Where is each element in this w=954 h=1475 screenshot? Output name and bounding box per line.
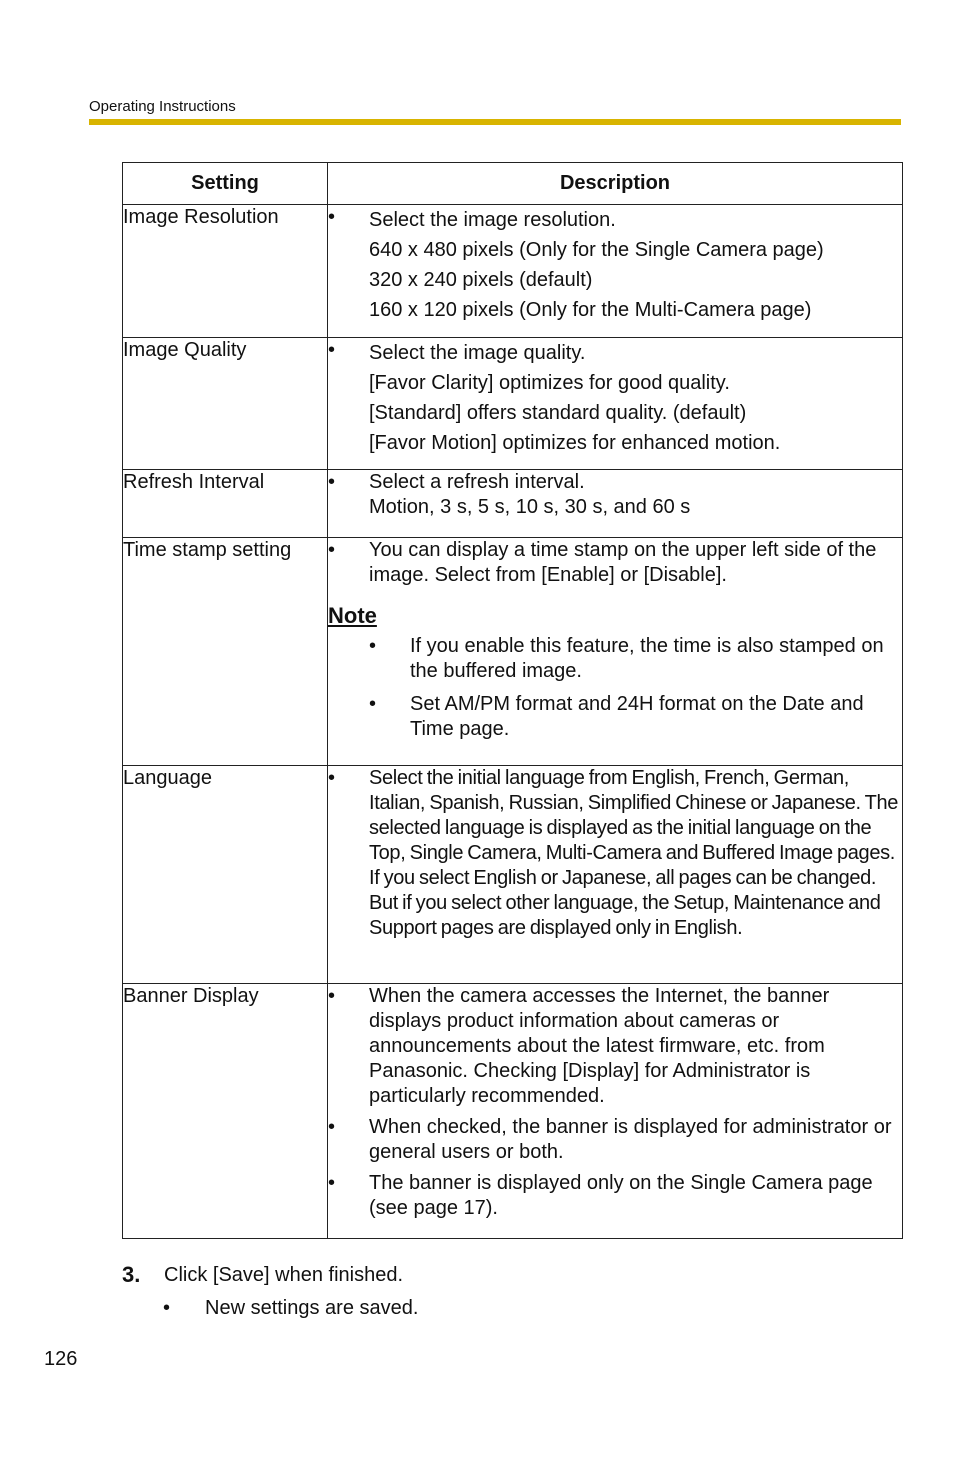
option-line: 160 x 120 pixels (Only for the Multi-Camera page) — [369, 299, 812, 321]
column-header-setting: Setting — [123, 163, 328, 205]
note-heading: Note — [328, 603, 377, 628]
bullet-item — [328, 470, 902, 520]
bullet-mark: • — [328, 339, 336, 361]
description-text: The banner is displayed only on the Single Camera page (see page 17). — [369, 1172, 873, 1219]
bullet-mark: • — [328, 206, 336, 228]
bullet-mark: • — [328, 539, 336, 561]
note-item — [369, 634, 902, 684]
running-header: Operating Instructions — [89, 98, 236, 115]
note-list — [328, 634, 902, 742]
option-line: 320 x 240 pixels (default) — [369, 269, 593, 291]
step-result-text: New settings are saved. — [205, 1297, 419, 1319]
setting-description — [328, 338, 903, 470]
setting-description — [328, 205, 903, 338]
bullet-mark: • — [328, 471, 336, 493]
option-line: 640 x 480 pixels (Only for the Single Camera page) — [369, 239, 824, 261]
option-line: Motion, 3 s, 5 s, 10 s, 30 s, and 60 s — [369, 496, 691, 518]
bullet-item — [328, 1171, 902, 1221]
step-text: Click [Save] when finished. — [164, 1264, 404, 1286]
settings-table — [122, 162, 903, 1239]
note-text: If you enable this feature, the time is also stamped on the buffered image. — [410, 635, 884, 682]
bullet-mark: • — [328, 985, 336, 1007]
note-text: Set AM/PM format and 24H format on the Date and Time page. — [410, 693, 864, 740]
table-row — [123, 984, 903, 1239]
setting-name: Time stamp setting — [123, 538, 328, 766]
setting-description — [328, 984, 903, 1239]
setting-name: Banner Display — [123, 984, 328, 1239]
step-3 — [122, 1260, 403, 1290]
option-line: [Standard] offers standard quality. (default) — [369, 402, 747, 424]
setting-description — [328, 766, 903, 984]
bullet-mark: • — [163, 1297, 171, 1319]
setting-description — [328, 470, 903, 538]
description-intro: Select the image resolution. — [369, 209, 616, 231]
bullet-mark: • — [328, 1116, 336, 1138]
bullet-item — [328, 538, 902, 588]
step-number: 3. — [122, 1262, 141, 1287]
bullet-mark: • — [328, 767, 336, 789]
table-row — [123, 766, 903, 984]
option-line: [Favor Clarity] optimizes for good quality. — [369, 372, 730, 394]
column-header-description: Description — [328, 163, 903, 205]
description-intro: Select a refresh interval. — [369, 471, 585, 493]
bullet-item — [328, 338, 902, 458]
bullet-mark: • — [369, 635, 377, 657]
bullet-mark: • — [369, 693, 377, 715]
bullet-mark: • — [328, 1172, 336, 1194]
bullet-item — [328, 205, 902, 325]
description-text: When checked, the banner is displayed for administrator or general users or both. — [369, 1116, 892, 1163]
table-row — [123, 470, 903, 538]
setting-name: Language — [123, 766, 328, 984]
page-number: 126 — [44, 1348, 78, 1370]
setting-name: Image Resolution — [123, 205, 328, 338]
setting-name: Refresh Interval — [123, 470, 328, 538]
description-text: When the camera accesses the Internet, the banner displays product information about cameras or announcements about the latest firmware, etc. from Panasonic. Checking [Display] for Administrator is particularly recommended. — [369, 985, 830, 1107]
option-line: [Favor Motion] optimizes for enhanced motion. — [369, 432, 781, 454]
table-header-row — [123, 163, 903, 205]
table-row — [123, 538, 903, 766]
bullet-item — [328, 766, 902, 941]
header-rule — [89, 119, 901, 125]
table-row — [123, 205, 903, 338]
bullet-item — [328, 984, 902, 1109]
setting-description — [328, 538, 903, 766]
description-text: Select the initial language from English, French, German, Italian, Spanish, Russian, Simplified Chinese or Japanese. The selected language is displayed as the initial language on the Top, Single Camera, Multi-Camera and Buffered Image pages. If you select English or Japanese, all pages can be changed. But if you select other language, the Setup, Maintenance and Support pages are displayed only in English. — [369, 767, 899, 939]
description-intro: Select the image quality. — [369, 342, 586, 364]
setting-name: Image Quality — [123, 338, 328, 470]
bullet-item — [328, 1115, 902, 1165]
note-item — [369, 692, 902, 742]
description-text: You can display a time stamp on the upper left side of the image. Select from [Enable] or [Disable]. — [369, 539, 877, 586]
table-row — [123, 338, 903, 470]
step-result — [163, 1294, 418, 1322]
